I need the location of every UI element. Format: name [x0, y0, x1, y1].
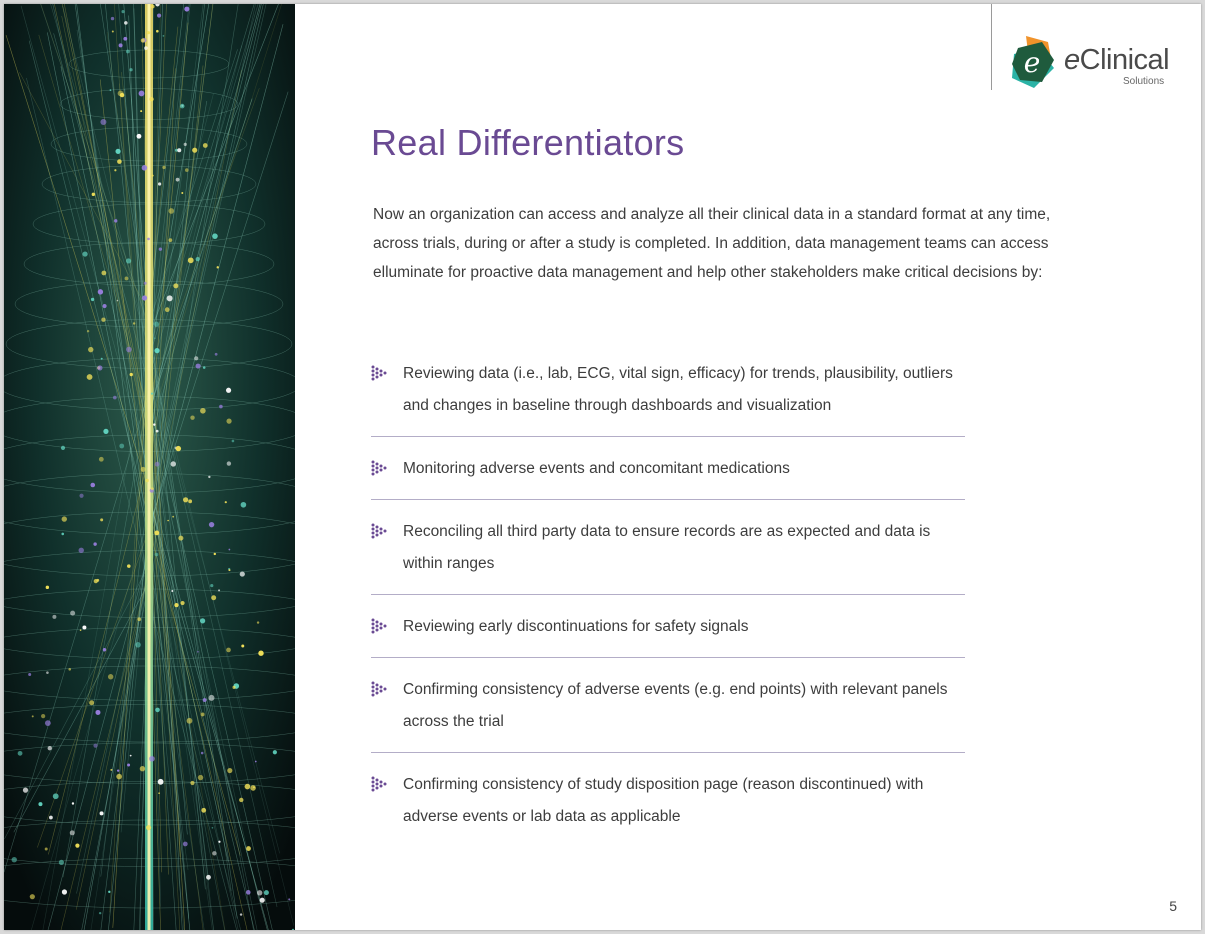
logo-subtitle: Solutions — [1123, 76, 1165, 87]
list-item — [371, 611, 965, 658]
list-item — [371, 358, 965, 437]
arrow-dots-icon — [371, 618, 391, 636]
list-item — [371, 769, 965, 847]
data-network-image — [4, 4, 295, 930]
arrow-dots-icon — [371, 681, 391, 699]
svg-text:e: e — [1023, 46, 1041, 79]
page-title: Real Differentiators — [371, 122, 685, 163]
list-item-text: Monitoring adverse events and concomitant medications — [403, 460, 790, 477]
list-item-text: Confirming consistency of adverse events (e.g. end points) with relevant panels across the trial — [403, 681, 948, 730]
arrow-dots-icon — [371, 460, 391, 478]
list-item-text: Reconciling all third party data to ensure records are as expected and data is within ranges — [403, 523, 931, 572]
list-item — [371, 516, 965, 595]
header-divider — [991, 4, 992, 90]
document-page — [4, 4, 1201, 930]
arrow-dots-icon — [371, 365, 391, 383]
logo-wordmark — [1064, 44, 1169, 77]
differentiator-list — [371, 358, 965, 863]
arrow-dots-icon — [371, 776, 391, 794]
list-item-text: Reviewing data (i.e., lab, ECG, vital sign, efficacy) for trends, plausibility, outliers and changes in baseline through dashboards and visualization — [403, 365, 953, 414]
intro-paragraph: Now an organization can access and analyze all their clinical data in a standard format at any time, across trials, during or after a study is completed. In addition, data management teams can access elluminate for proactive data management and help other stakeholders make critical decisions by: — [373, 206, 1051, 281]
logo-wordmark-prefix: e — [1064, 44, 1080, 76]
logo-wordmark-main: Clinical — [1079, 44, 1170, 76]
list-item-text: Reviewing early discontinuations for safety signals — [403, 618, 749, 635]
arrow-dots-icon — [371, 523, 391, 541]
page-number: 5 — [1169, 898, 1177, 914]
eclinical-logo-mark-icon — [1008, 34, 1060, 90]
list-item — [371, 453, 965, 500]
eclinical-logo — [1008, 34, 1188, 94]
list-item-text: Confirming consistency of study disposition page (reason discontinued) with adverse events or lab data as applicable — [403, 776, 924, 825]
list-item — [371, 674, 965, 753]
